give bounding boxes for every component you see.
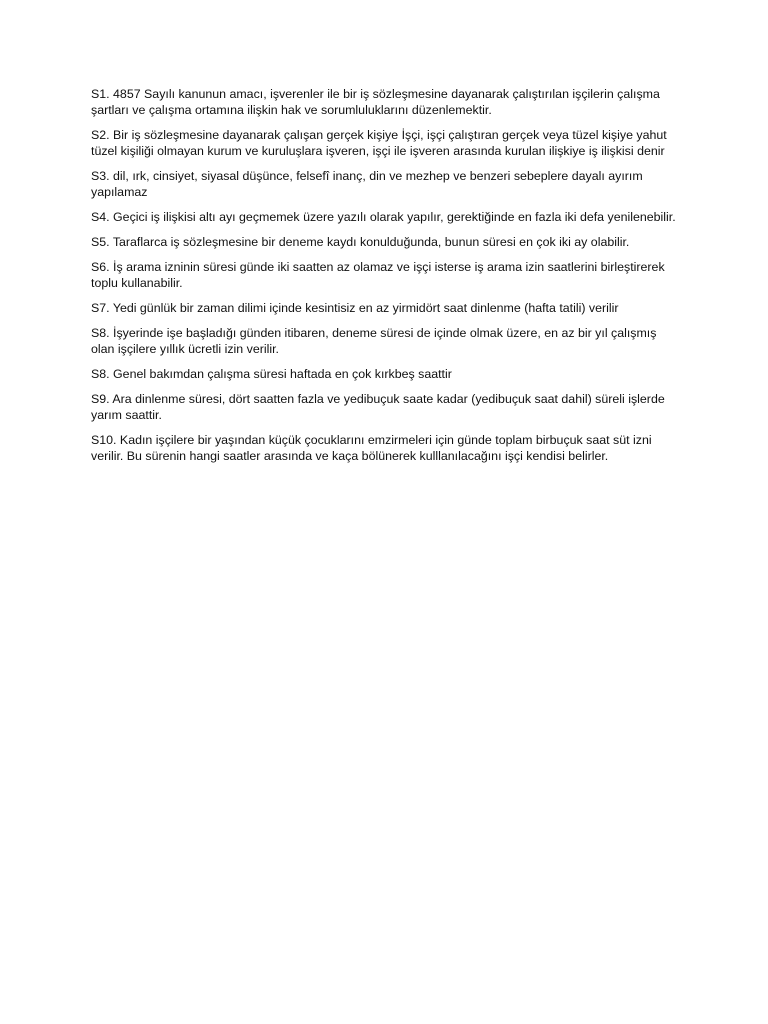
paragraph-s8-b: S8. Genel bakımdan çalışma süresi haftada en çok kırkbeş saattir [91, 367, 452, 381]
paragraph-s4: S4. Geçici iş ilişkisi altı ayı geçmemek üzere yazılı olarak yapılır, gerektiğinde en fazla iki defa yenilenebilir. [91, 210, 676, 224]
paragraph-s7: S7. Yedi günlük bir zaman dilimi içinde kesintisiz en az yirmidört saat dinlenme (hafta tatili) verilir [91, 301, 619, 315]
paragraph-s10: S10. Kadın işçilere bir yaşından küçük çocuklarını emzirmeleri için günde toplam birbuçuk saat süt izni verilir. Bu sürenin hangi saatler arasında ve kaça bölünerek kulllanılacağını işçi kendisi belirler. [91, 433, 652, 463]
paragraph-s8-a: S8. İşyerinde işe başladığı günden itibaren, deneme süresi de içinde olmak üzere, en az bir yıl çalışmış olan işçilere yıllık ücretli izin verilir. [91, 326, 657, 356]
paragraph-s5: S5. Taraflarca iş sözleşmesine bir deneme kaydı konulduğunda, bunun süresi en çok iki ay olabilir. [91, 235, 630, 249]
paragraph-s1: S1. 4857 Sayılı kanunun amacı, işverenler ile bir iş sözleşmesine dayanarak çalıştırılan işçilerin çalışma şartları ve çalışma ortamına ilişkin hak ve sorumluluklarını düzenlemektir. [91, 87, 660, 117]
paragraph-s9: S9. Ara dinlenme süresi, dört saatten fazla ve yedibuçuk saate kadar (yedibuçuk saat dahil) süreli işlerde yarım saattir. [91, 392, 665, 422]
paragraph-s3: S3. dil, ırk, cinsiyet, siyasal düşünce, felsefî inanç, din ve mezhep ve benzeri sebeplere dayalı ayırım yapılamaz [91, 169, 643, 199]
document-body [91, 86, 683, 473]
paragraph-s2: S2. Bir iş sözleşmesine dayanarak çalışan gerçek kişiye İşçi, işçi çalıştıran gerçek veya tüzel kişiye yahut tüzel kişiliği olmayan kurum ve kuruluşlara işveren, işçi ile işveren arasında kurulan ilişkiye iş ilişkisi denir [91, 128, 667, 158]
paragraph-s6: S6. İş arama izninin süresi günde iki saatten az olamaz ve işçi isterse iş arama izin saatlerini birleştirerek toplu kullanabilir. [91, 260, 665, 290]
